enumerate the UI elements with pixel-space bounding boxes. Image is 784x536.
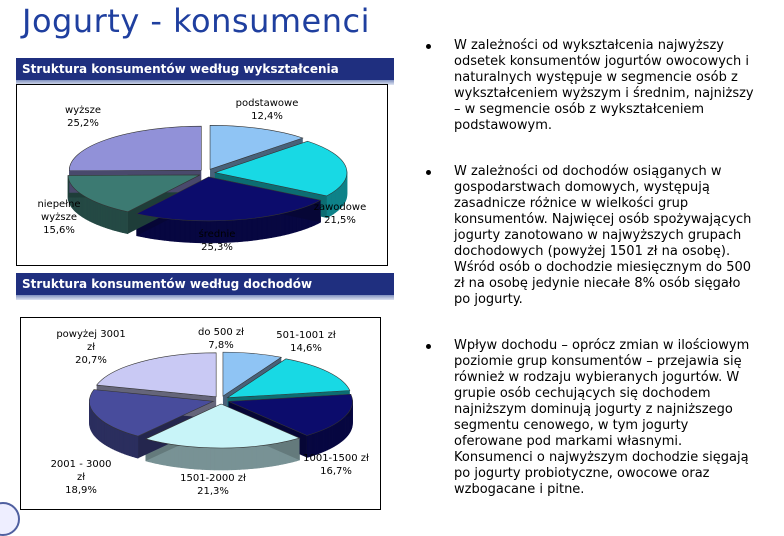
page-title: Jogurty - konsumenci xyxy=(22,2,370,40)
pie-slice-side-3 xyxy=(125,211,128,234)
pie-slice-side-3 xyxy=(105,206,107,229)
chart1-title: Struktura konsumentów według wykształcenia xyxy=(16,58,394,80)
pie-slice-side-3 xyxy=(244,447,248,469)
label-podstawowe: podstawowe 12,4% xyxy=(217,97,317,123)
pie-slice-side-4 xyxy=(115,428,117,451)
pie-slice-side-4 xyxy=(127,433,130,456)
pie-slice-side-3 xyxy=(186,446,190,468)
chart2-box xyxy=(20,317,381,510)
pie-slice-side-3 xyxy=(110,207,112,230)
label-zawodowe: zawodowe 21,5% xyxy=(300,201,380,227)
pie-slice-side-2 xyxy=(325,428,327,451)
pie-slice-side-3 xyxy=(219,448,223,470)
label-niepelne-wyzsze: niepełne wyższe 15,6% xyxy=(19,198,99,237)
pie-slice-side-3 xyxy=(268,444,272,467)
bullet-dot-icon xyxy=(426,344,431,349)
label-1001-1500: 1001-1500 zł 16,7% xyxy=(291,452,381,478)
label-srednie: średnie 25,3% xyxy=(177,228,257,254)
pie-slice-side-4 xyxy=(130,434,133,457)
label-501-1001: 501-1001 zł 14,6% xyxy=(261,329,351,355)
pie-slice-side-2 xyxy=(280,213,284,236)
pie-slice-side-3 xyxy=(194,447,198,469)
pie-slice-side-2 xyxy=(319,431,321,454)
pie-slice-side-4 xyxy=(135,435,138,458)
pie-slice-side-2 xyxy=(321,430,323,453)
bullet-dot-icon xyxy=(426,170,431,175)
chart2-title-shadow xyxy=(16,295,394,300)
pie-slice-side-3 xyxy=(115,209,117,232)
bullet-item-income-influence: Wpływ dochodu – oprócz zmian w ilościowym poziomie grup konsumentów – przejawia się również w rodzaju wybieranych jogurtów. W grupie osób cechujących się dochodem najniższym dominują jogurty z najniższego segmentu cenowego, w tym jogurty oferowane pod markami własnymi. Konsumenci o najwyższym dochodzie sięgają po jogurty probiotyczne, owocowe oraz wzbogacane i pitne. xyxy=(424,338,754,498)
pie-slice-side-3 xyxy=(240,447,244,469)
pie-slice-side-3 xyxy=(174,445,178,468)
pie-slice-side-3 xyxy=(112,208,114,231)
pie-slice-side-4 xyxy=(132,435,135,458)
pie-slice-side-4 xyxy=(108,425,110,448)
pie-slice-side-3 xyxy=(101,204,103,227)
pie-slice-side-3 xyxy=(223,448,227,470)
bullet-item-education: W zależności od wykształcenia najwyższy odsetek konsumentów jogurtów owocowych i naturalnych występuje w segmencie osób z wykształceniem wyższym i średnim, najniższy – w segmencie osób z wykształceniem podstawowym. xyxy=(424,38,754,134)
pie-slice-side-3 xyxy=(202,447,206,469)
pie-slice-side-2 xyxy=(317,432,319,455)
pie-slice-side-2 xyxy=(271,215,276,238)
chart1-box xyxy=(16,84,388,266)
pie-slice-side-4 xyxy=(119,430,121,453)
pie-slice-side-2 xyxy=(170,219,175,241)
label-powyzej-3001: powyżej 3001 zł 20,7% xyxy=(41,328,141,367)
label-2001-3000: 2001 - 3000 zł 18,9% xyxy=(35,458,127,497)
pie-slice-side-3 xyxy=(211,448,215,470)
pie-slice-side-3 xyxy=(178,445,182,467)
pie-slice-side-2 xyxy=(262,216,267,239)
pie-slice-side-3 xyxy=(248,447,252,469)
bullet-item-income: W zależności od dochodów osiąganych w gospodarstwach domowych, występują zasadnicze różnice w wielkości grup konsumentów. Najwięcej osób spożywających jogurty zanotowano w najwyższych grupach dochodowych (powyżej 1501 zł na osobę). Wśród osób o dochodzie miesięcznym do 500 zł na osobę jedynie niecałe 8% osób sięgało po jogurty. xyxy=(424,164,754,308)
pie-slice-side-2 xyxy=(165,218,170,241)
pie-slice-side-3 xyxy=(235,448,239,470)
pie-slice-wyższe xyxy=(69,126,201,171)
pie-slice-side-3 xyxy=(231,448,235,470)
pie-slice-side-3 xyxy=(120,210,123,233)
chart2-title: Struktura konsumentów według dochodów xyxy=(16,273,394,295)
pie-slice-side-3 xyxy=(182,446,186,468)
pie-slice-side-4 xyxy=(124,432,127,455)
pie-slice-side-2 xyxy=(267,216,272,239)
label-1501-2000: 1501-2000 zł 21,3% xyxy=(163,472,263,498)
pie-slice-side-3 xyxy=(117,209,120,232)
pie-slice-side-3 xyxy=(108,206,110,229)
pie-slice-side-3 xyxy=(190,447,194,469)
pie-slice-side-2 xyxy=(257,217,262,240)
pie-slice-side-4 xyxy=(113,427,115,450)
pie-slice-side-4 xyxy=(117,429,119,452)
pie-slice-side-3 xyxy=(215,448,219,470)
pie-slice-side-3 xyxy=(227,448,231,470)
pie-slice-side-3 xyxy=(252,446,256,468)
label-do-500: do 500 zł 7,8% xyxy=(181,326,261,352)
pie-slice-side-3 xyxy=(123,211,126,234)
pie-slice-side-4 xyxy=(110,426,112,449)
pie-slice-side-4 xyxy=(122,431,125,454)
pie-slice-side-3 xyxy=(198,447,202,469)
bullet-dot-icon xyxy=(426,44,431,49)
pie-slice-side-3 xyxy=(99,203,101,226)
pie-slice-side-3 xyxy=(264,445,268,468)
pie-slice-side-3 xyxy=(207,448,211,470)
bullet-list xyxy=(424,38,754,528)
pie-slice-side-3 xyxy=(103,205,105,228)
pie-slice-side-2 xyxy=(276,214,280,237)
logo-icon xyxy=(0,502,20,536)
label-wyzsze: wyższe 25,2% xyxy=(45,104,121,130)
pie-slice-side-3 xyxy=(256,446,260,468)
pie-slice-side-3 xyxy=(260,445,264,467)
pie-slice-side-2 xyxy=(323,429,325,452)
